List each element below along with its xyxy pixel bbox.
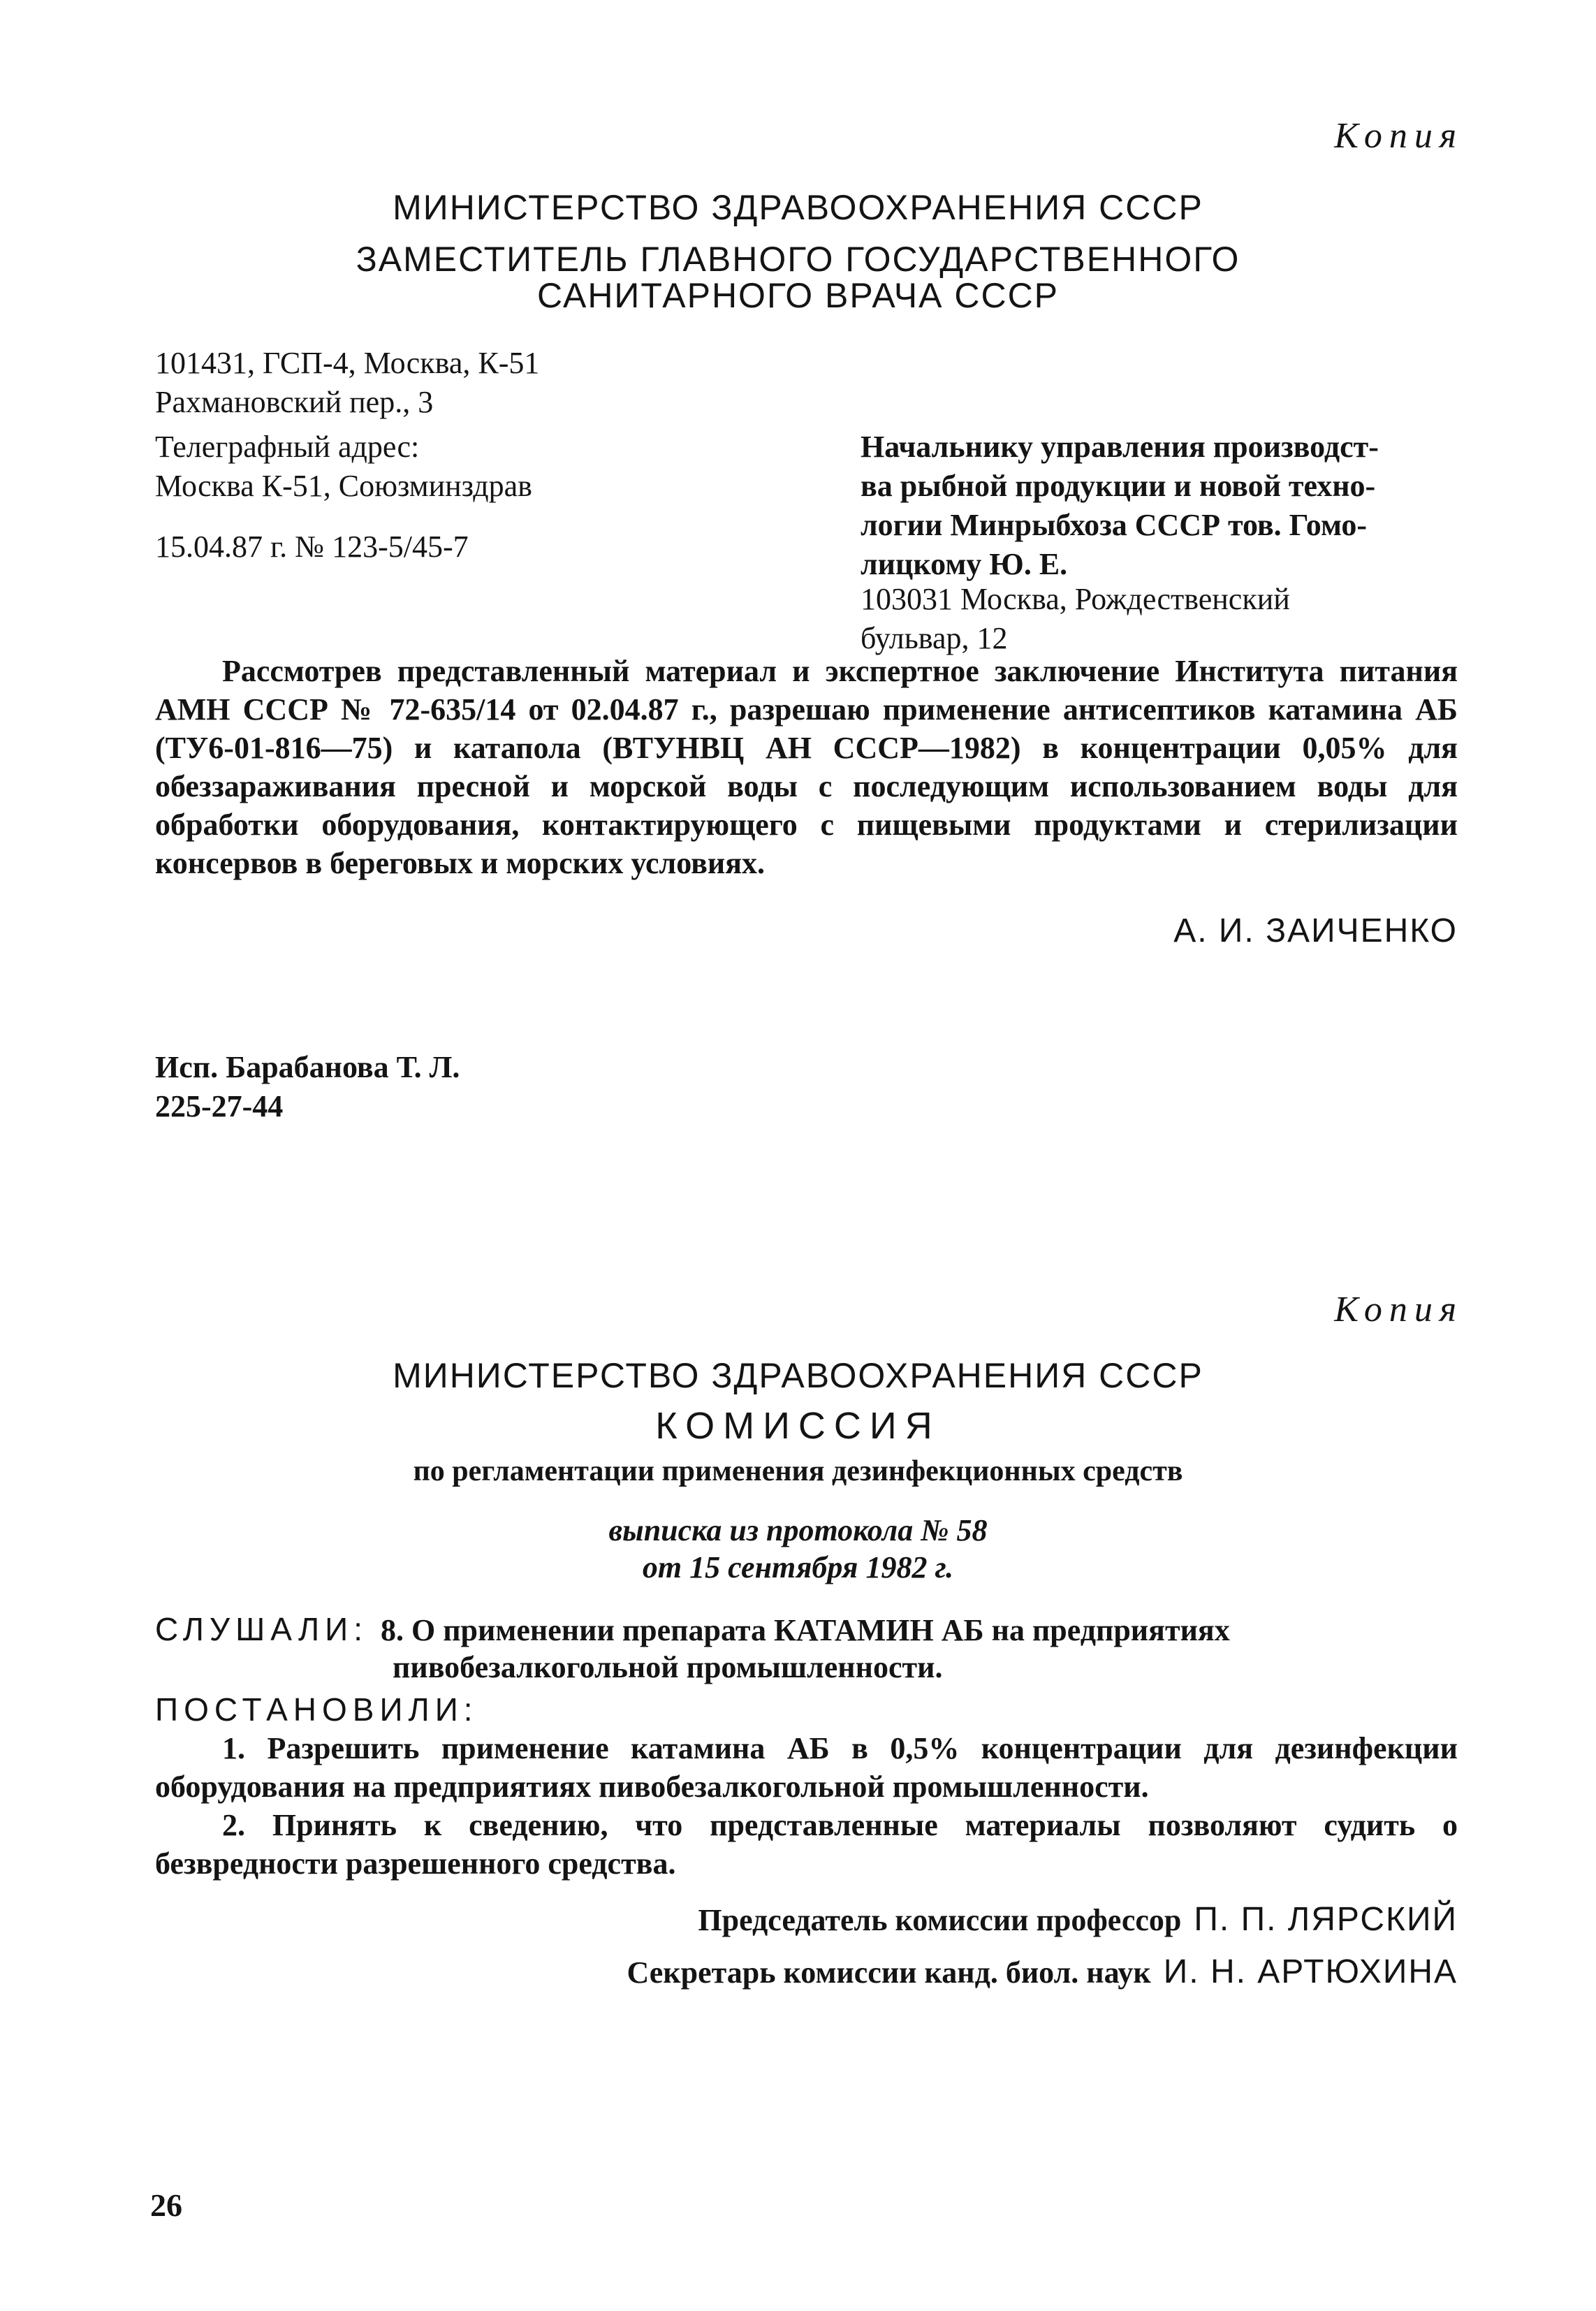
chair-signature [698,1900,1458,1939]
recipient-addr2: бульвар, 12 [861,621,1008,655]
telegraph-value: Москва К-51, Союзминздрав [155,469,532,503]
heard-line1: 8. О применении препарата КАТАМИН АБ на предприятиях [380,1613,1230,1647]
heard-label: СЛУШАЛИ: [155,1611,368,1647]
commission-subtitle: по регламентации применения дезинфекционных средств [413,1455,1183,1487]
extract-line1: выписка из протокола № 58 [608,1513,988,1547]
secretary-name: И. Н. АРТЮХИНА [1163,1953,1458,1990]
executor-phone: 225-27-44 [155,1089,284,1123]
heard-row [155,1610,1458,1648]
resolution-1: 1. Разрешить применение катамина АБ в 0,5% концентрации для дезинфекции оборудования на предприятиях пивобезалкогольной промышленности. [155,1731,1458,1804]
resolution-2: 2. Принять к сведению, что представленные материалы позволяют судить о безвредности разрешенного средства. [155,1808,1458,1881]
recipient-block [861,428,1458,584]
official-title-line1: ЗАМЕСТИТЕЛЬ ГЛАВНОГО ГОСУДАРСТВЕННОГО [356,240,1240,279]
chair-name: П. П. ЛЯРСКИЙ [1194,1901,1458,1938]
commission-title-wrap [0,1404,1596,1448]
ministry-title-2: МИНИСТЕРСТВО ЗДРАВООХРАНЕНИЯ СССР [393,1356,1203,1395]
recipient-line1: Начальнику управления производст- [861,430,1379,464]
commission-title: КОМИССИЯ [655,1405,941,1447]
telegraph-block [155,428,532,506]
chair-label: Председатель комиссии профессор [698,1903,1182,1937]
recipient-addr-line1 [861,580,1458,619]
copy-label: Копия [1334,116,1463,156]
recipient-line2: ва рыбной продукции и новой техно- [861,469,1376,503]
telegraph-label: Телеграфный адрес: [155,430,420,464]
resolved-label: ПОСТАНОВИЛИ: [155,1691,478,1728]
executor-name: Исп. Барабанова Т. Л. [155,1050,460,1084]
secretary-signature [627,1953,1458,1991]
recipient-line3: логии Минрыбхоза СССР тов. Гомо- [861,508,1367,542]
letter-signature: А. И. ЗАИЧЕНКО [1173,912,1458,949]
heard-block [155,1610,1458,1685]
recipient-address [861,580,1458,658]
sender-address [155,344,539,422]
copy-label-2: Копия [1334,1290,1463,1329]
heard-line2: пивобезалкогольной промышленности. [393,1650,943,1684]
letter-body: Рассмотрев представленный материал и экспертное заключение Института питания АМН СССР № 72-635/14 от 02.04.87 г., разрешаю применение антисептиков катамина АБ (ТУ6-01-816—75) и катапола (ВТУНВЦ АН СССР—1982) в концентрации 0,05% для обеззараживания пресной и морской воды с последующим использованием воды для обработки оборудования, контактирующего с пищевыми продуктами и стерилизации консервов в береговых и морских условиях. [155,654,1458,880]
page-number: 26 [150,2187,182,2223]
recipient-line4: лицкому Ю. Е. [861,547,1068,581]
executor-block [155,1048,460,1126]
secretary-label: Секретарь комиссии канд. биол. наук [627,1955,1151,1990]
date-reference: 15.04.87 г. № 123-5/45-7 [155,530,469,564]
ministry-title: МИНИСТЕРСТВО ЗДРАВООХРАНЕНИЯ СССР [393,188,1203,227]
recipient-addr1: 103031 Москва, Рождественский [861,582,1290,616]
address-line1: 101431, ГСП-4, Москва, К-51 [155,346,540,380]
official-title-line2: САНИТАРНОГО ВРАЧА СССР [536,276,1060,315]
extract-line2: от 15 сентября 1982 г. [642,1550,954,1584]
address-line2: Рахмановский пер., 3 [155,385,434,419]
